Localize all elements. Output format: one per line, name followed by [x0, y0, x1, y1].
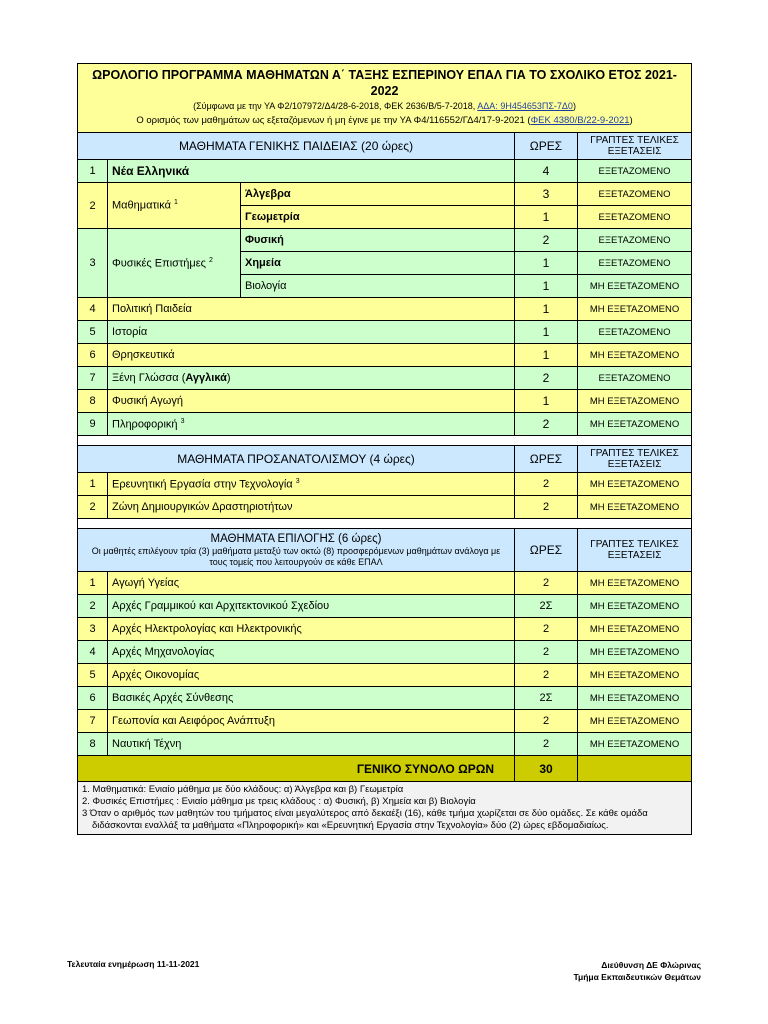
row-number: 2 [78, 595, 108, 618]
footnote-1: 1. Μαθηματικά: Ενιαίο μάθημα με δύο κλάδους: α) Άλγεβρα και β) Γεωμετρία [82, 784, 404, 795]
course-hours: 2 [515, 572, 578, 595]
course-hours: 2 [515, 473, 578, 496]
course-hours: 2 [515, 664, 578, 687]
exam-status: ΜΗ ΕΞΕΤΑΖΟΜΕΝΟ [578, 687, 692, 710]
exam-status: ΜΗ ΕΞΕΤΑΖΟΜΕΝΟ [578, 595, 692, 618]
schedule-table [77, 63, 692, 835]
department-info [573, 959, 701, 983]
course-name: Ξένη Γλώσσα (Αγγλικά) [108, 367, 515, 390]
footnote-3-continued: διδάσκονται εναλλάξ τα μαθήματα «Πληροφορική» και «Ερευνητική Εργασία στην Τεχνολογία» δύο (2) ώρες εβδομαδιαίως. [92, 820, 609, 831]
course-hours: 3 [515, 183, 578, 206]
row-number: 3 [78, 618, 108, 641]
table-row [78, 298, 692, 321]
row-number: 1 [78, 473, 108, 496]
course-name: Θρησκευτικά [108, 344, 515, 367]
row-number: 6 [78, 344, 108, 367]
course-branch: Χημεία [241, 252, 515, 275]
table-row [78, 687, 692, 710]
section-spacer [78, 519, 692, 529]
total-row [78, 756, 692, 782]
row-number: 3 [78, 229, 108, 298]
course-hours: 4 [515, 160, 578, 183]
exam-status: ΜΗ ΕΞΕΤΑΖΟΜΕΝΟ [578, 275, 692, 298]
course-name: Νέα Ελληνικά [108, 160, 515, 183]
exam-status: ΜΗ ΕΞΕΤΑΖΟΜΕΝΟ [578, 710, 692, 733]
course-hours: 2 [515, 733, 578, 756]
course-name: Ερευνητική Εργασία στην Τεχνολογία $^3$ [108, 473, 515, 496]
general-section-header: ΜΑΘΗΜΑΤΑ ΓΕΝΙΚΗΣ ΠΑΙΔΕΙΑΣ (20 ώρες) [78, 133, 515, 160]
footnote-2: 2. Φυσικές Επιστήμες : Ενιαίο μάθημα με τρεις κλάδους : α) Φυσική, β) Χημεία και β) Βιολογία [82, 796, 476, 807]
exam-status: ΜΗ ΕΞΕΤΑΖΟΜΕΝΟ [578, 473, 692, 496]
course-branch: Βιολογία [241, 275, 515, 298]
course-hours: 1 [515, 298, 578, 321]
elective-title: ΜΑΘΗΜΑΤΑ ΕΠΙΛΟΓΗΣ (6 ώρες) [210, 533, 382, 545]
exam-status: ΕΞΕΤΑΖΟΜΕΝΟ [578, 183, 692, 206]
exam-status: ΕΞΕΤΑΖΟΜΕΝΟ [578, 229, 692, 252]
row-number: 2 [78, 496, 108, 519]
table-row [78, 664, 692, 687]
course-name: Ζώνη Δημιουργικών Δραστηριοτήτων [108, 496, 515, 519]
total-value: 30 [515, 756, 578, 782]
course-name: Μαθηματικά $^1$ [108, 183, 241, 229]
row-number: 5 [78, 321, 108, 344]
course-hours: 1 [515, 206, 578, 229]
course-hours: 2 [515, 710, 578, 733]
exam-status: ΕΞΕΤΑΖΟΜΕΝΟ [578, 252, 692, 275]
exam-status: ΕΞΕΤΑΖΟΜΕΝΟ [578, 321, 692, 344]
row-number: 7 [78, 710, 108, 733]
table-row [78, 473, 692, 496]
exam-status: ΜΗ ΕΞΕΤΑΖΟΜΕΝΟ [578, 413, 692, 436]
row-number: 5 [78, 664, 108, 687]
general-hours-header: ΩΡΕΣ [515, 133, 578, 160]
page-title: ΩΡΟΛΟΓΙΟ ΠΡΟΓΡΑΜΜΑ ΜΑΘΗΜΑΤΩΝ Α΄ ΤΑΞΗΣ ΕΣΠΕΡΙΝΟΥ ΕΠΑΛ ΓΙΑ ΤΟ ΣΧΟΛΙΚΟ ΕΤΟΣ 2021-2022 [92, 68, 677, 98]
footnote-3: 3 Όταν ο αριθμός των μαθητών του τμήματος είναι μεγαλύτερος από δεκαέξι (16), κάθε τμήμα χωρίζεται σε δύο ομάδες. Σε κάθε ομάδα [82, 808, 648, 819]
ada-link[interactable]: ΑΔΑ: 9Η454653ΠΣ-7Δ0 [477, 101, 573, 111]
exam-status: ΜΗ ΕΞΕΤΑΖΟΜΕΝΟ [578, 733, 692, 756]
exam-status: ΜΗ ΕΞΕΤΑΖΟΜΕΝΟ [578, 572, 692, 595]
course-hours: 2Σ [515, 595, 578, 618]
elective-hours-header: ΩΡΕΣ [515, 529, 578, 572]
course-hours: 2 [515, 367, 578, 390]
elective-exam-header: ΓΡΑΠΤΕΣ ΤΕΛΙΚΕΣ ΕΞΕΤΑΣΕΙΣ [578, 529, 692, 572]
row-number: 7 [78, 367, 108, 390]
course-hours: 1 [515, 321, 578, 344]
table-row [78, 710, 692, 733]
course-branch: Φυσική [241, 229, 515, 252]
table-row [78, 641, 692, 664]
course-name: Πολιτική Παιδεία [108, 298, 515, 321]
course-name: Φυσικές Επιστήμες $^2$ [108, 229, 241, 298]
course-hours: 1 [515, 390, 578, 413]
total-empty-cell [578, 756, 692, 782]
course-hours: 2 [515, 618, 578, 641]
course-branch: Άλγεβρα [241, 183, 515, 206]
row-number: 1 [78, 160, 108, 183]
table-row [78, 321, 692, 344]
title-legal-basis: (Σύμφωνα με την ΥΑ Φ2/107972/Δ4/28-6-2018, ΦΕΚ 2636/Β/5-7-2018, ΑΔΑ: 9Η454653ΠΣ-7Δ0) [193, 101, 576, 111]
row-number: 8 [78, 390, 108, 413]
course-name: Γεωπονία και Αειφόρος Ανάπτυξη [108, 710, 515, 733]
course-branch: Γεωμετρία [241, 206, 515, 229]
row-number: 4 [78, 298, 108, 321]
exam-status: ΜΗ ΕΞΕΤΑΖΟΜΕΝΟ [578, 618, 692, 641]
exam-status: ΜΗ ΕΞΕΤΑΖΟΜΕΝΟ [578, 641, 692, 664]
table-row [78, 618, 692, 641]
table-row [78, 160, 692, 183]
exam-status: ΜΗ ΕΞΕΤΑΖΟΜΕΝΟ [578, 496, 692, 519]
row-number: 9 [78, 413, 108, 436]
table-row [78, 390, 692, 413]
table-row [78, 413, 692, 436]
course-name: Αρχές Οικονομίας [108, 664, 515, 687]
fek-link[interactable]: ΦΕΚ 4380/Β/22-9-2021 [530, 115, 630, 126]
table-row [78, 595, 692, 618]
course-hours: 1 [515, 344, 578, 367]
exam-status: ΕΞΕΤΑΖΟΜΕΝΟ [578, 160, 692, 183]
course-hours: 1 [515, 275, 578, 298]
general-exam-header: ΓΡΑΠΤΕΣ ΤΕΛΙΚΕΣ ΕΞΕΤΑΣΕΙΣ [578, 133, 692, 160]
table-row [78, 367, 692, 390]
elective-subtitle: Οι μαθητές επιλέγουν τρία (3) μαθήματα μεταξύ των οκτώ (8) προσφερόμενων μαθημάτων ανάλογα με τους τομείς που λειτουργούν σε κάθε ΕΠΑΛ [91, 546, 501, 567]
elective-section-header [78, 529, 515, 572]
orientation-exam-header: ΓΡΑΠΤΕΣ ΤΕΛΙΚΕΣ ΕΞΕΤΑΣΕΙΣ [578, 446, 692, 473]
course-hours: 1 [515, 252, 578, 275]
row-number: 1 [78, 572, 108, 595]
exam-status: ΕΞΕΤΑΖΟΜΕΝΟ [578, 206, 692, 229]
course-name: Ναυτική Τέχνη [108, 733, 515, 756]
row-number: 6 [78, 687, 108, 710]
course-hours: 2 [515, 496, 578, 519]
course-hours: 2Σ [515, 687, 578, 710]
orientation-section-header: ΜΑΘΗΜΑΤΑ ΠΡΟΣΑΝΑΤΟΛΙΣΜΟΥ (4 ώρες) [78, 446, 515, 473]
course-name: Αρχές Ηλεκτρολογίας και Ηλεκτρονικής [108, 618, 515, 641]
department-section: Τμήμα Εκπαιδευτικών Θεμάτων [573, 972, 701, 982]
table-row [78, 183, 692, 206]
course-name: Φυσική Αγωγή [108, 390, 515, 413]
table-row [78, 733, 692, 756]
row-number: 2 [78, 183, 108, 229]
exam-status: ΕΞΕΤΑΖΟΜΕΝΟ [578, 367, 692, 390]
orientation-hours-header: ΩΡΕΣ [515, 446, 578, 473]
row-number: 4 [78, 641, 108, 664]
section-spacer [78, 436, 692, 446]
exam-status: ΜΗ ΕΞΕΤΑΖΟΜΕΝΟ [578, 664, 692, 687]
course-hours: 2 [515, 413, 578, 436]
table-row [78, 229, 692, 252]
course-name: Αρχές Γραμμικού και Αρχιτεκτονικού Σχεδίου [108, 595, 515, 618]
course-name: Αγωγή Υγείας [108, 572, 515, 595]
total-label: ΓΕΝΙΚΟ ΣΥΝΟΛΟ ΩΡΩΝ [78, 756, 515, 782]
department-name: Διεύθυνση ΔΕ Φλώρινας [601, 960, 701, 970]
table-row [78, 572, 692, 595]
exam-status: ΜΗ ΕΞΕΤΑΖΟΜΕΝΟ [578, 390, 692, 413]
table-row [78, 344, 692, 367]
exam-status: ΜΗ ΕΞΕΤΑΖΟΜΕΝΟ [578, 298, 692, 321]
course-hours: 2 [515, 229, 578, 252]
footnotes [78, 782, 692, 835]
course-name: Ιστορία [108, 321, 515, 344]
course-name: Βασικές Αρχές Σύνθεσης [108, 687, 515, 710]
title-exam-basis: Ο ορισμός των μαθημάτων ως εξεταζόμενων ή μη έγινε με την ΥΑ Φ4/116552/ΓΔ4/17-9-2021 (ΦΕΚ 4380/Β/22-9-2021) [136, 115, 633, 126]
course-hours: 2 [515, 641, 578, 664]
schedule-sheet [77, 63, 691, 835]
exam-status: ΜΗ ΕΞΕΤΑΖΟΜΕΝΟ [578, 344, 692, 367]
last-updated: Τελευταία ενημέρωση 11-11-2021 [67, 959, 200, 969]
row-number: 8 [78, 733, 108, 756]
title-block [78, 64, 692, 133]
table-row [78, 496, 692, 519]
course-name: Αρχές Μηχανολογίας [108, 641, 515, 664]
course-name: Πληροφορική $^3$ [108, 413, 515, 436]
